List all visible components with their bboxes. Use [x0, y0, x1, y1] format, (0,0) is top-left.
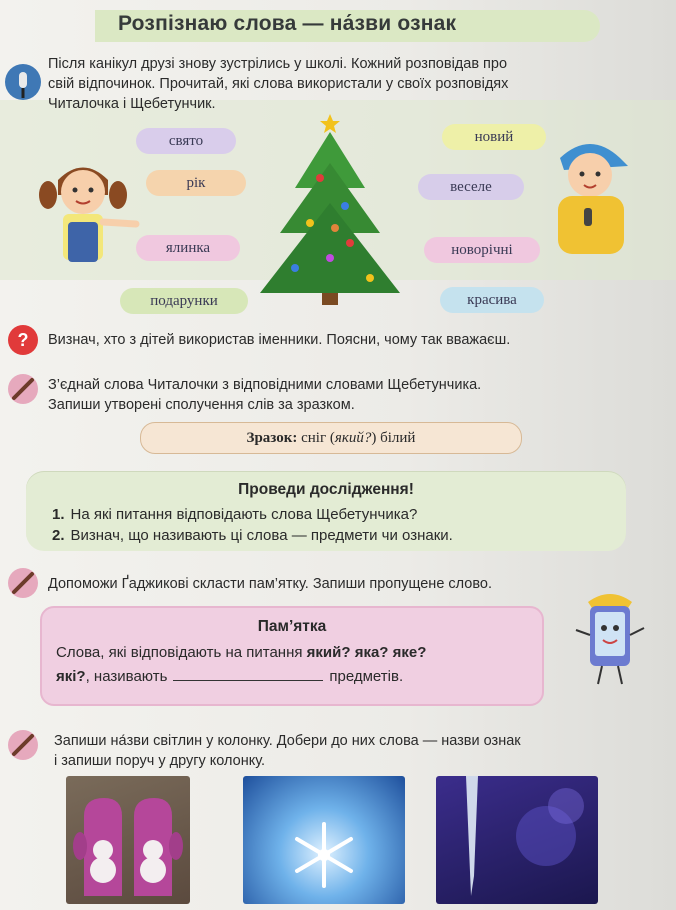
snowflake-image	[243, 776, 405, 904]
girl-illustration	[28, 150, 143, 265]
task-2-line-1: З’єднай слова Читалочки з відповідними словами Щебетунчика.	[48, 377, 482, 393]
gadget-character-illustration	[570, 590, 650, 690]
research-item-text: Визнач, що називають ці слова — предмети чи ознаки.	[70, 527, 453, 544]
memo-line-1-bold: який? яка? яке?	[306, 644, 427, 661]
task-4-line-2: і запиши поруч у другу колонку.	[54, 753, 266, 769]
memo-line-2-mid: , називають	[85, 668, 168, 685]
word-chip-left: рік	[146, 170, 246, 196]
memo-line-2-end: предметів.	[329, 668, 404, 685]
page-title: Розпізнаю слова — на́зви ознак	[118, 12, 457, 35]
task-4-line-1: Запиши на́зви світлин у колонку. Добери до них слова — назви ознак	[54, 733, 521, 749]
memo-title: Пам’ятка	[257, 618, 327, 635]
pencil-icon	[6, 566, 40, 600]
word-chip-right: веселе	[418, 174, 524, 200]
memo-line-1-start: Слова, які відповідають на питання	[56, 644, 307, 661]
photo-mittens	[66, 776, 190, 904]
mittens-image	[66, 776, 190, 904]
word-chip-left: ялинка	[136, 235, 240, 261]
icicle-image	[436, 776, 598, 904]
sample-text-after: ) білий	[371, 429, 416, 446]
sample-label: Зразок:	[246, 429, 298, 446]
research-title: Проведи дослідження!	[238, 481, 414, 498]
memo-line-2	[56, 666, 403, 688]
boy-illustration	[540, 130, 640, 260]
pencil-icon	[6, 372, 40, 406]
task-1-text: Визнач, хто з дітей використав іменники. Поясни, чому так вважаєш.	[48, 332, 511, 348]
memo-line-2-bold: які?	[56, 668, 86, 685]
memo-line-1	[56, 642, 426, 664]
research-box	[26, 471, 626, 551]
photo-icicle	[436, 776, 598, 904]
word-chip-left: свято	[136, 128, 236, 154]
svg-text:?: ?	[17, 330, 29, 350]
research-item	[52, 526, 453, 546]
research-item-number: 1.	[52, 506, 65, 523]
pencil-icon	[6, 728, 40, 762]
intro-line-3: Читалочка і Щебетунчик.	[48, 96, 216, 112]
task-2-line-2: Запиши утворені сполучення слів за зразком.	[48, 397, 355, 413]
intro-line-1: Після канікул друзі знову зустрілись у школі. Кожний розповідав про	[48, 56, 508, 72]
research-item-number: 2.	[52, 527, 65, 544]
task-3-text: Допоможи Ґаджикові скласти пам’ятку. Запиши пропущене слово.	[48, 576, 492, 592]
question-icon	[6, 312, 40, 358]
sample-box	[140, 422, 522, 454]
microphone-icon	[3, 60, 43, 108]
research-item	[52, 505, 417, 525]
word-chip-left: подарунки	[120, 288, 248, 314]
memo-blank	[173, 666, 323, 681]
word-chip-right: красива	[440, 287, 544, 313]
sample-text-before: сніг (	[297, 429, 335, 446]
photo-snowflake	[243, 776, 405, 904]
word-chip-right: новорічні	[424, 237, 540, 263]
research-item-text: На які питання відповідають слова Щебетунчика?	[70, 506, 418, 523]
memo-box	[40, 606, 544, 706]
sample-question: який?	[334, 429, 372, 446]
word-chip-right: новий	[442, 124, 546, 150]
intro-line-2: свій відпочинок. Прочитай, які слова використали у своїх розповідях	[48, 76, 509, 92]
christmas-tree-illustration	[250, 108, 410, 308]
